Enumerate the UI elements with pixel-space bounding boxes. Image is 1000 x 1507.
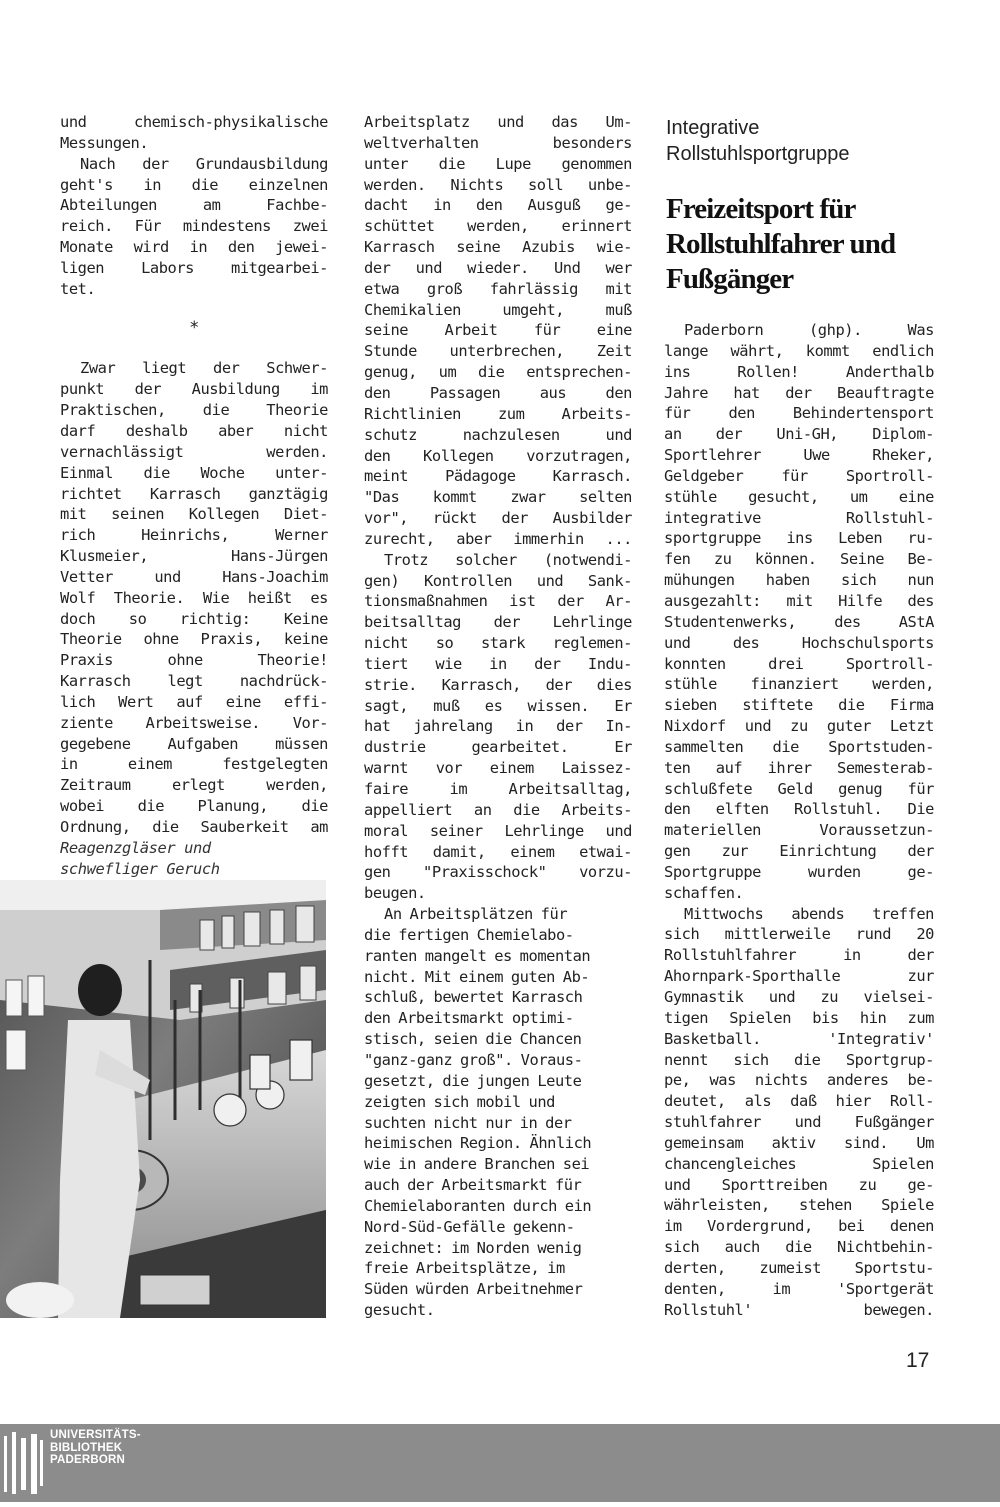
- text-line: BIBLIOTHEK: [50, 1441, 123, 1454]
- text-line: die fertigen Chemielabo-: [364, 925, 574, 944]
- text-line: PADERBORN: [50, 1454, 126, 1466]
- article-column-2: [364, 112, 632, 1321]
- text-line: Freizeitsport für: [666, 193, 856, 225]
- text-line: Ordnung, die Sauberkeit am: [60, 818, 328, 836]
- text-line: beugen.: [364, 884, 426, 903]
- text-line: derten, zumeist Sportstu-: [664, 1258, 934, 1277]
- col2-paragraph-3: [364, 904, 632, 1321]
- text-line: hat jahrelang in der In-: [364, 717, 632, 736]
- col1-paragraph-2: [60, 154, 328, 300]
- text-line: Fußgänger: [666, 263, 794, 295]
- text-line: Theorie ohne Praxis, keine: [60, 630, 328, 649]
- text-line: Basketball. 'Integrativ': [664, 1029, 934, 1048]
- text-line: ten auf ihrer Semesterab-: [664, 758, 934, 777]
- text-line: gemeinsam aktiv sind. Um: [664, 1133, 934, 1152]
- col1-paragraph-1: [60, 112, 328, 154]
- text-line: sammelten die Sportstuden-: [664, 737, 934, 756]
- text-line: konnten drei Sportroll-: [664, 654, 934, 673]
- text-line: sportgruppe ins Leben ru-: [664, 529, 934, 548]
- text-line: an der Uni-GH, Diplom-: [664, 425, 934, 444]
- text-line: und Sporttreiben zu ge-: [664, 1175, 934, 1194]
- text-line: tigen Spielen bis hin zum: [664, 1008, 934, 1027]
- col2-paragraph-1: [364, 112, 632, 550]
- col2-paragraph-2: [364, 550, 632, 904]
- text-line: zurecht, aber immerhin ...: [364, 529, 632, 548]
- text-line: nennt sich die Sportgrup-: [664, 1050, 934, 1069]
- text-line: geht's in die einzelnen: [60, 175, 328, 194]
- text-line: wie in andere Branchen sei: [364, 1155, 590, 1174]
- text-line: mit seinen Kollegen Diet-: [60, 505, 328, 524]
- photo-caption: [60, 838, 328, 880]
- text-line: Chemikalien umgeht, muß: [364, 300, 632, 319]
- text-line: Zeitraum erlegt werden,: [60, 776, 328, 795]
- text-line: ligen Labors mitgearbei-: [60, 258, 328, 277]
- text-line: auch der Arbeitsmarkt für: [364, 1176, 582, 1195]
- text-line: rich Heinrichs, Werner: [60, 526, 328, 545]
- text-line: in einem festgelegten: [60, 755, 328, 774]
- text-line: schlußfete Geld genug für: [664, 779, 934, 798]
- text-line: seine Arbeit für eine: [364, 321, 632, 340]
- text-line: mühungen haben sich nun: [664, 571, 934, 590]
- text-line: schüttet werden, erinnert: [364, 217, 632, 236]
- text-line: stuhlfahrer und Fußgänger: [664, 1113, 934, 1132]
- text-line: genug, um die entsprechen-: [364, 363, 632, 382]
- text-line: chancengleiches Spielen: [664, 1154, 934, 1173]
- text-line: werden. Nichts soll unbe-: [364, 175, 632, 194]
- text-line: integrative Rollstuhl-: [664, 508, 934, 527]
- text-line: dustrie gearbeitet. Er: [364, 738, 632, 757]
- text-line: tet.: [60, 279, 96, 298]
- text-line: richtet Karrasch ganztägig: [60, 484, 328, 503]
- text-line: sich mittlerweile rund 20: [664, 925, 934, 944]
- text-line: Nixdorf und zu guter Letzt: [664, 717, 934, 736]
- text-line: faire im Arbeitsalltag,: [364, 780, 632, 798]
- text-line: den Passagen aus den: [364, 383, 632, 402]
- text-line: sich auch die Nichtbehin-: [664, 1238, 934, 1257]
- text-line: stühle gesucht, um eine: [664, 487, 934, 506]
- text-line: materiellen Voraussetzun-: [664, 821, 934, 840]
- text-line: im Vordergrund, bei denen: [664, 1217, 934, 1236]
- text-line: Jahre hat der Beauftragte: [664, 383, 934, 402]
- text-line: suchten nicht nur in der: [364, 1113, 572, 1132]
- text-line: reich. Für mindestens zwei: [60, 217, 328, 236]
- text-line: UNIVERSITÄTS-: [50, 1429, 141, 1441]
- text-line: für den Behindertensport: [664, 404, 934, 423]
- text-line: Richtlinien zum Arbeits-: [364, 404, 632, 423]
- page-number: 17: [906, 1349, 930, 1372]
- text-line: schluß, bewertet Karrasch: [364, 988, 583, 1007]
- text-line: stisch, seien die Chancen: [364, 1030, 582, 1049]
- text-line: moral seiner Lehrlinge und: [364, 821, 632, 840]
- text-line: stühle finanziert werden,: [664, 675, 934, 694]
- laboratory-photo: [0, 880, 326, 1318]
- text-line: unter die Lupe genommen: [364, 154, 632, 173]
- text-line: der und wieder. Und wer: [364, 258, 632, 277]
- text-line: Messungen.: [60, 133, 149, 152]
- text-line: dacht in den Ausguß ge-: [364, 196, 632, 215]
- text-line: Trotz solcher (notwendi-: [384, 550, 632, 569]
- text-line: schaffen.: [664, 883, 744, 902]
- text-line: lich Wert auf eine effi-: [60, 692, 328, 711]
- text-line: schutz nachzulesen und: [364, 425, 632, 444]
- text-line: Einmal die Woche unter-: [60, 463, 328, 482]
- text-line: Abteilungen am Fachbe-: [60, 196, 328, 215]
- text-line: sagt, muß es wissen. Er: [364, 696, 632, 715]
- text-line: den Arbeitsmarkt optimi-: [364, 1009, 574, 1028]
- text-line: sieben stiftete die Firma: [664, 696, 934, 715]
- text-line: wobei die Planung, die: [60, 797, 328, 816]
- article-kicker: [666, 115, 966, 167]
- text-line: freie Arbeitsplätze, im: [364, 1259, 565, 1278]
- text-line: heimischen Region. Ähnlich: [364, 1134, 592, 1153]
- text-line: den Kollegen vorzutragen,: [364, 446, 632, 465]
- library-logo-text: [50, 1429, 141, 1467]
- text-line: ranten mangelt es momentan: [364, 946, 591, 965]
- text-line: hofft damit, einem etwai-: [364, 842, 632, 861]
- text-line: währleisten, stehen Spiele: [664, 1196, 934, 1215]
- text-line: darf deshalb aber nicht: [60, 421, 328, 440]
- text-line: zeichnet: im Norden wenig: [364, 1238, 582, 1257]
- text-line: vor", rückt der Ausbilder: [364, 509, 632, 528]
- text-line: lange währt, kommt endlich: [664, 341, 934, 360]
- text-line: schwefliger Geruch: [60, 859, 220, 878]
- footer-bar: [0, 1424, 1000, 1502]
- text-line: denten, im 'Sportgerät: [664, 1279, 934, 1298]
- text-line: doch so richtig: Keine: [60, 609, 328, 628]
- text-line: gen) Kontrollen und Sank-: [364, 571, 632, 590]
- text-line: Reagenzgläser und: [60, 839, 211, 857]
- text-line: An Arbeitsplätzen für: [384, 905, 568, 924]
- text-line: Rollstuhl' bewegen.: [664, 1300, 934, 1319]
- text-line: punkt der Ausbildung im: [60, 380, 328, 399]
- text-line: warnt vor einem Laissez-: [364, 759, 632, 778]
- text-line: Ahornpark-Sporthalle zur: [664, 967, 934, 986]
- text-line: appelliert an die Arbeits-: [364, 800, 632, 819]
- text-line: gesetzt, die jungen Leute: [364, 1071, 582, 1090]
- text-line: Monate wird in den jewei-: [60, 238, 328, 257]
- text-line: zeigten sich mobil und: [364, 1092, 555, 1111]
- library-logo-icon: [0, 1428, 46, 1502]
- col3-paragraph-1: [664, 320, 934, 904]
- text-line: Gymnastik und zu vielsei-: [664, 988, 934, 1006]
- text-line: nicht. Mit einem guten Ab-: [364, 967, 590, 986]
- text-line: und chemisch-physikalische: [60, 113, 328, 131]
- col3-paragraph-2: [664, 904, 934, 1321]
- text-line: Wolf Theorie. Wie heißt es: [60, 588, 328, 607]
- text-line: gen "Praxisschock" vorzu-: [364, 863, 632, 882]
- text-line: Sportlehrer Uwe Rheker,: [664, 446, 934, 465]
- text-line: Rollstuhlfahrer und: [666, 228, 896, 260]
- text-line: Rollstuhlsportgruppe: [666, 143, 850, 165]
- text-line: Nach der Grundausbildung: [80, 154, 328, 173]
- text-line: ziente Arbeitsweise. Vor-: [60, 713, 328, 732]
- text-line: den elften Rollstuhl. Die: [664, 800, 934, 819]
- text-line: pe, was nichts anderes be-: [664, 1071, 934, 1090]
- text-line: nicht so stark reglemen-: [364, 634, 632, 653]
- text-line: Chemielaboranten durch ein: [364, 1196, 592, 1215]
- text-line: ausgezahlt: mit Hilfe des: [664, 591, 934, 610]
- article-column-1: [60, 112, 328, 838]
- text-line: beitsalltag der Lehrlinge: [364, 613, 632, 632]
- text-line: Praktischen, die Theorie: [60, 401, 328, 420]
- text-line: tionsmaßnahmen ist der Ar-: [364, 592, 632, 611]
- text-line: weltverhalten besonders: [364, 133, 632, 152]
- text-line: etwa groß fahrlässig mit: [364, 279, 632, 298]
- text-line: strie. Karrasch, der dies: [364, 675, 632, 694]
- text-line: Vetter und Hans-Joachim: [60, 567, 328, 586]
- text-line: deutet, als daß hier Roll-: [664, 1092, 934, 1111]
- text-line: Praxis ohne Theorie!: [60, 651, 328, 670]
- text-line: Klusmeier, Hans-Jürgen: [60, 547, 328, 566]
- text-line: gen zur Einrichtung der: [664, 842, 934, 861]
- text-line: fen zu können. Seine Be-: [664, 550, 934, 569]
- section-divider-star: *: [189, 317, 199, 338]
- text-line: Zwar liegt der Schwer-: [80, 359, 328, 378]
- text-line: Mittwochs abends treffen: [684, 904, 934, 923]
- text-line: "ganz-ganz groß". Voraus-: [364, 1050, 583, 1069]
- text-line: Arbeitsplatz und das Um-: [364, 113, 632, 131]
- text-line: tiert wie in der Indu-: [364, 654, 632, 673]
- col1-paragraph-3: [60, 358, 328, 837]
- article-column-3: [664, 320, 934, 1321]
- text-line: Süden würden Arbeitnehmer: [364, 1280, 583, 1299]
- text-line: vernachlässigt werden.: [60, 442, 328, 461]
- text-line: Karrasch legt nachdrück-: [60, 672, 328, 691]
- text-line: "Das kommt zwar selten: [364, 488, 632, 507]
- text-line: Studentenwerks, des AStA: [664, 612, 934, 631]
- text-line: meint Pädagoge Karrasch.: [364, 467, 632, 486]
- text-line: Karrasch seine Azubis wie-: [364, 238, 632, 257]
- text-line: Rollstuhlfahrer in der: [664, 946, 934, 965]
- text-line: Paderborn (ghp). Was: [684, 321, 934, 339]
- text-line: und des Hochschulsports: [664, 633, 934, 652]
- text-line: Integrative: [666, 117, 760, 139]
- text-line: gegebene Aufgaben müssen: [60, 734, 328, 753]
- text-line: ins Rollen! Anderthalb: [664, 362, 934, 381]
- text-line: gesucht.: [364, 1301, 435, 1320]
- article-headline: [666, 192, 966, 297]
- text-line: Nord-Süd-Gefälle gekenn-: [364, 1217, 575, 1236]
- text-line: Sportgruppe wurden ge-: [664, 862, 934, 881]
- text-line: Stunde unterbrechen, Zeit: [364, 342, 632, 361]
- text-line: Geldgeber für Sportroll-: [664, 466, 934, 485]
